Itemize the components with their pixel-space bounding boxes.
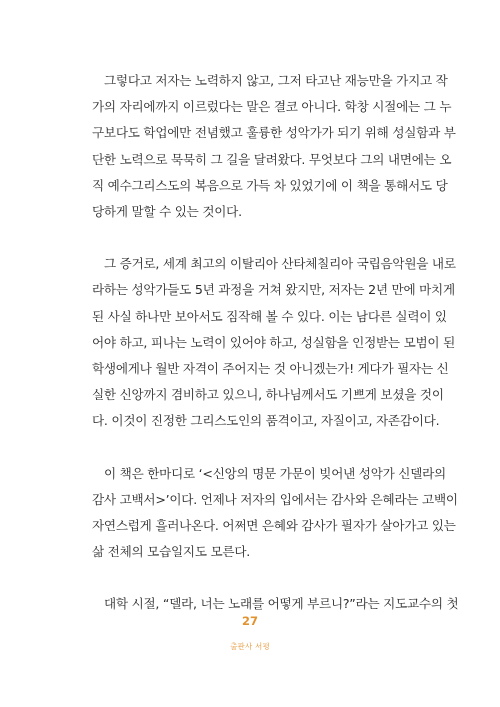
text-line: 그렇다고 저자는 노력하지 않고, 그저 타고난 재능만을 가지고 작 <box>104 73 448 88</box>
paragraph-gap <box>92 225 430 251</box>
text-line: 삶 전체의 모습일지도 모른다. <box>92 544 250 560</box>
paragraph-gap <box>92 565 430 591</box>
page-number: 27 <box>241 614 258 628</box>
body-text <box>92 68 459 618</box>
running-footer: 출판사 서평 <box>230 642 270 651</box>
text-line: 자연스럽게 흘러나온다. 어쩌면 은혜와 감사가 필자가 살아가고 있는 <box>92 518 456 534</box>
text-line: 라하는 성악가들도 5년 과정을 거쳐 왔지만, 저자는 2년 만에 마치게 <box>92 282 455 298</box>
paragraph-3 <box>92 461 458 566</box>
text-line: 당하게 말할 수 있는 것이다. <box>92 204 242 220</box>
text-line: 이 책은 한마디로 ‘<신앙의 명문 가문이 빚어낸 성악가 신델라의 <box>104 465 446 481</box>
text-line: 다. 이것이 진정한 그리스도인의 품격이고, 자질이고, 자존감이다. <box>92 413 440 429</box>
text-line: 그 증거로, 세계 최고의 이탈리아 산타체칠리아 국립음악원을 내로 <box>104 256 456 272</box>
text-line: 감사 고백서>’이다. 언제나 저자의 입에서는 감사와 은혜라는 고백이 <box>92 491 458 507</box>
text-line: 된 사실 하나만 보아서도 짐작해 볼 수 있다. 이는 남다른 실력이 있 <box>92 308 447 324</box>
text-line: 학생에게나 월반 자격이 주어지는 것 아니겠는가! 게다가 필자는 신 <box>92 361 449 377</box>
text-line: 대학 시절, “델라, 너는 노래를 어떻게 부르니?”라는 지도교수의 첫 <box>104 596 459 612</box>
text-line: 직 예수그리스도의 복음으로 가득 차 있었기에 이 책을 통해서도 당 <box>92 177 448 193</box>
text-line: 가의 자리에까지 이르렀다는 말은 결코 아니다. 학창 시절에는 그 누 <box>92 99 452 115</box>
paragraph-gap <box>92 435 430 461</box>
paragraph-1 <box>92 68 456 225</box>
text-line: 어야 하고, 피나는 노력이 있어야 하고, 성실함을 인정받는 모범이 된 <box>92 334 456 350</box>
paragraph-2 <box>92 251 456 434</box>
text-line: 실한 신앙까지 겸비하고 있으니, 하나님께서도 기쁘게 보셨을 것이 <box>92 387 444 403</box>
text-line: 구보다도 학업에만 전념했고 훌륭한 성악가가 되기 위해 성실함과 부 <box>92 125 456 141</box>
text-line: 단한 노력으로 묵묵히 그 길을 달려왔다. 무엇보다 그의 내면에는 오 <box>92 151 452 167</box>
